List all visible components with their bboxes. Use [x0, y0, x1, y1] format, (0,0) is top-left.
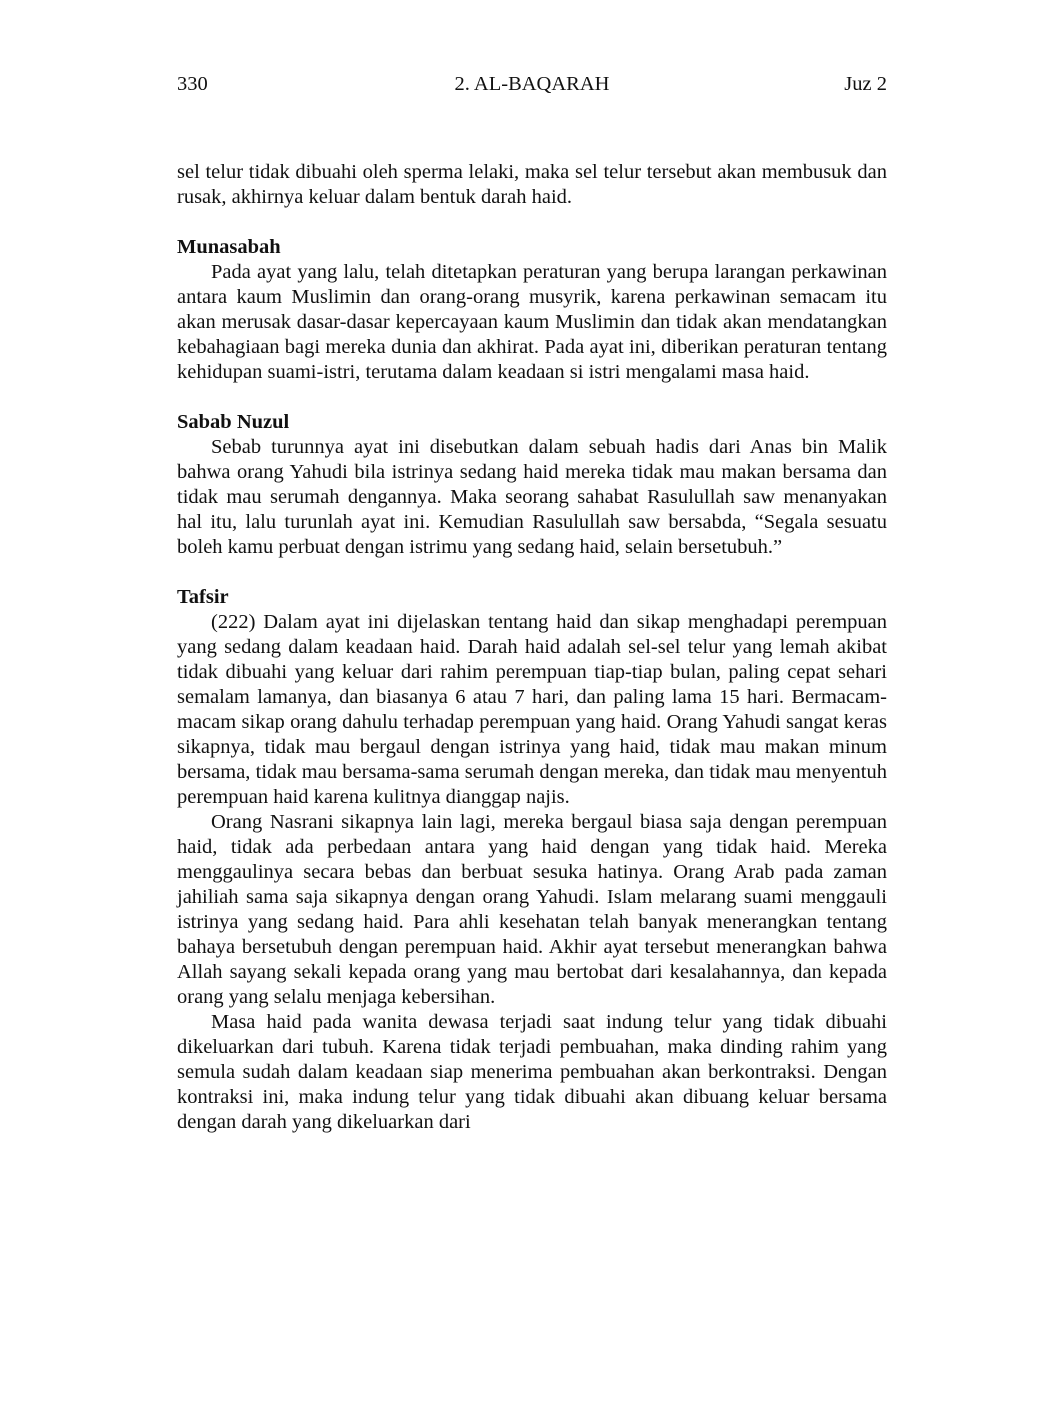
page-header: [177, 72, 887, 97]
section-heading-munasabah: Munasabah: [177, 236, 281, 258]
section-heading-sabab-nuzul: Sabab Nuzul: [177, 411, 290, 433]
page-number: 330: [177, 73, 208, 95]
juz-label: Juz 2: [844, 73, 887, 95]
page-body: [177, 160, 887, 1135]
paragraph-tafsir-3: Masa haid pada wanita dewasa terjadi saat indung telur yang tidak dibuahi dikeluarkan dari tubuh. Karena tidak terjadi pembuahan, maka dinding rahim yang semula sudah dalam keadaan siap menerima pembuahan akan berkontraksi. Dengan kontraksi ini, maka indung telur yang tidak dibuahi akan dibuang keluar bersama dengan darah yang dikeluarkan dari: [177, 1011, 887, 1133]
paragraph-tafsir-2: Orang Nasrani sikapnya lain lagi, mereka bergaul biasa saja dengan perempuan haid, tidak ada perbedaan antara yang haid dengan yang tidak haid. Mereka menggaulinya secara bebas dan berbuat sesuka hatinya. Orang Arab pada zaman jahiliah sama saja sikapnya dengan orang Yahudi. Islam melarang suami menggauli istrinya yang sedang haid. Para ahli kesehatan telah banyak menerangkan tentang bahaya bersetubuh dengan perempuan haid. Akhir ayat tersebut menerangkan bahwa Allah sayang sekali kepada orang yang mau bertobat dari kesalahannya, dan kepada orang yang selalu menjaga kebersihan.: [177, 811, 887, 1008]
paragraph-tafsir-1: (222) Dalam ayat ini dijelaskan tentang haid dan sikap menghadapi perempuan yang sedang dalam keadaan haid. Darah haid adalah sel-sel telur yang lemah akibat tidak dibuahi yang keluar dari rahim perempuan tiap-tiap bulan, paling cepat sehari semalam lamanya, dan biasanya 6 atau 7 hari, dan paling lama 15 hari. Bermacam-macam sikap orang dahulu terhadap perempuan yang haid. Orang Yahudi sangat keras sikapnya, tidak mau bergaul dengan istrinya yang haid, tidak mau makan minum bersama, tidak mau bersama-sama serumah dengan mereka, dan tidak mau menyentuh perempuan haid karena kulitnya dianggap najis.: [177, 611, 887, 808]
paragraph-munasabah: Pada ayat yang lalu, telah ditetapkan peraturan yang berupa larangan perkawinan antara kaum Muslimin dan orang-orang musyrik, karena perkawinan semacam itu akan merusak dasar-dasar kepercayaan kaum Muslimin dan tidak akan mendatangkan kebahagiaan bagi mereka dunia dan akhirat. Pada ayat ini, diberikan peraturan tentang kehidupan suami-istri, terutama dalam keadaan si istri mengalami masa haid.: [177, 261, 887, 383]
running-title: 2. AL-BAQARAH: [454, 73, 610, 95]
paragraph-continuation: sel telur tidak dibuahi oleh sperma lelaki, maka sel telur tersebut akan membusuk dan rusak, akhirnya keluar dalam bentuk darah haid.: [177, 161, 887, 208]
paragraph-sabab-nuzul: Sebab turunnya ayat ini disebutkan dalam sebuah hadis dari Anas bin Malik bahwa orang Yahudi bila istrinya sedang haid mereka tidak mau makan bersama dan tidak mau serumah dengannya. Maka seorang sahabat Rasulullah saw menanyakan hal itu, lalu turunlah ayat ini. Kemudian Rasulullah saw bersabda, “Segala sesuatu boleh kamu perbuat dengan istrimu yang sedang haid, selain bersetubuh.”: [177, 436, 887, 558]
section-heading-tafsir: Tafsir: [177, 586, 229, 608]
